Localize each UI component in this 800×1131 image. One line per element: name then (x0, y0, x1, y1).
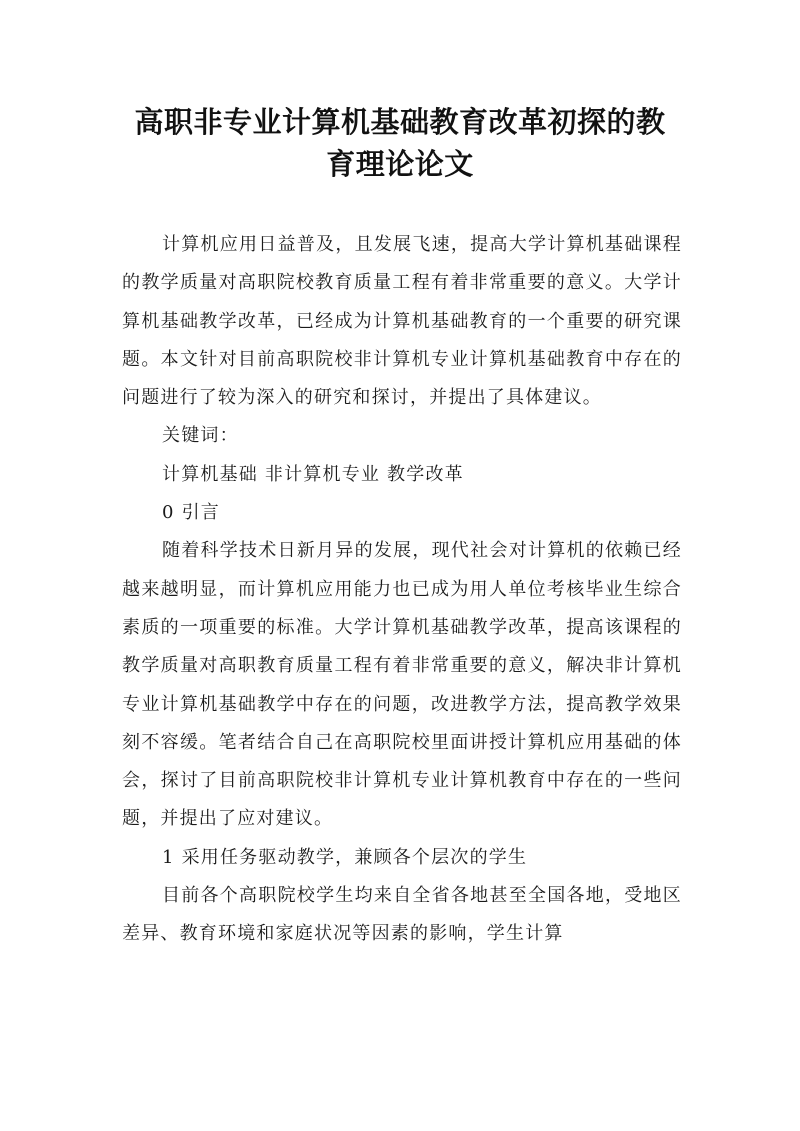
keywords-label: 关键词： (162, 425, 239, 447)
section-heading-1: 1 采用任务驱动教学，兼顾各个层次的学生 (162, 846, 528, 868)
intro-paragraph: 随着科学技术日新月异的发展，现代社会对计算机的依赖已经越来越明显，而计算机应用能力也已成为用人单位考核毕业生综合素质的一项重要的标准。大学计算机基础教学改革，提高该课程的教学质量对高职教育质量工程有着非常重要的意义，解决非计算机专业计算机基础教学中存在的问题，改进教学方法，提高教学效果刻不容缓。笔者结合自己在高职院校里面讲授计算机应用基础的体会，探讨了目前高职院校非计算机专业计算机教育中存在的一些问题，并提出了应对建议。 (122, 540, 682, 830)
abstract-paragraph: 计算机应用日益普及，且发展飞速，提高大学计算机基础课程的教学质量对高职院校教育质量工程有着非常重要的意义。大学计算机基础教学改革，已经成为计算机基础教育的一个重要的研究课题。本文针对目前高职院校非计算机专业计算机基础教育中存在的问题进行了较为深入的研究和探讨，并提出了具体建议。 (122, 234, 682, 409)
section-1-paragraph: 目前各个高职院校学生均来自全省各地甚至全国各地，受地区差异、教育环境和家庭状况等因素的影响，学生计算 (122, 885, 682, 945)
keywords-list: 计算机基础 非计算机专业 教学改革 (162, 463, 464, 485)
section-heading-intro: 0 引言 (162, 502, 220, 524)
title-line-1: 高职非专业计算机基础教育改革初探的教 (134, 105, 666, 139)
title-line-2: 育理论论文 (326, 147, 474, 181)
document-body (122, 226, 682, 954)
